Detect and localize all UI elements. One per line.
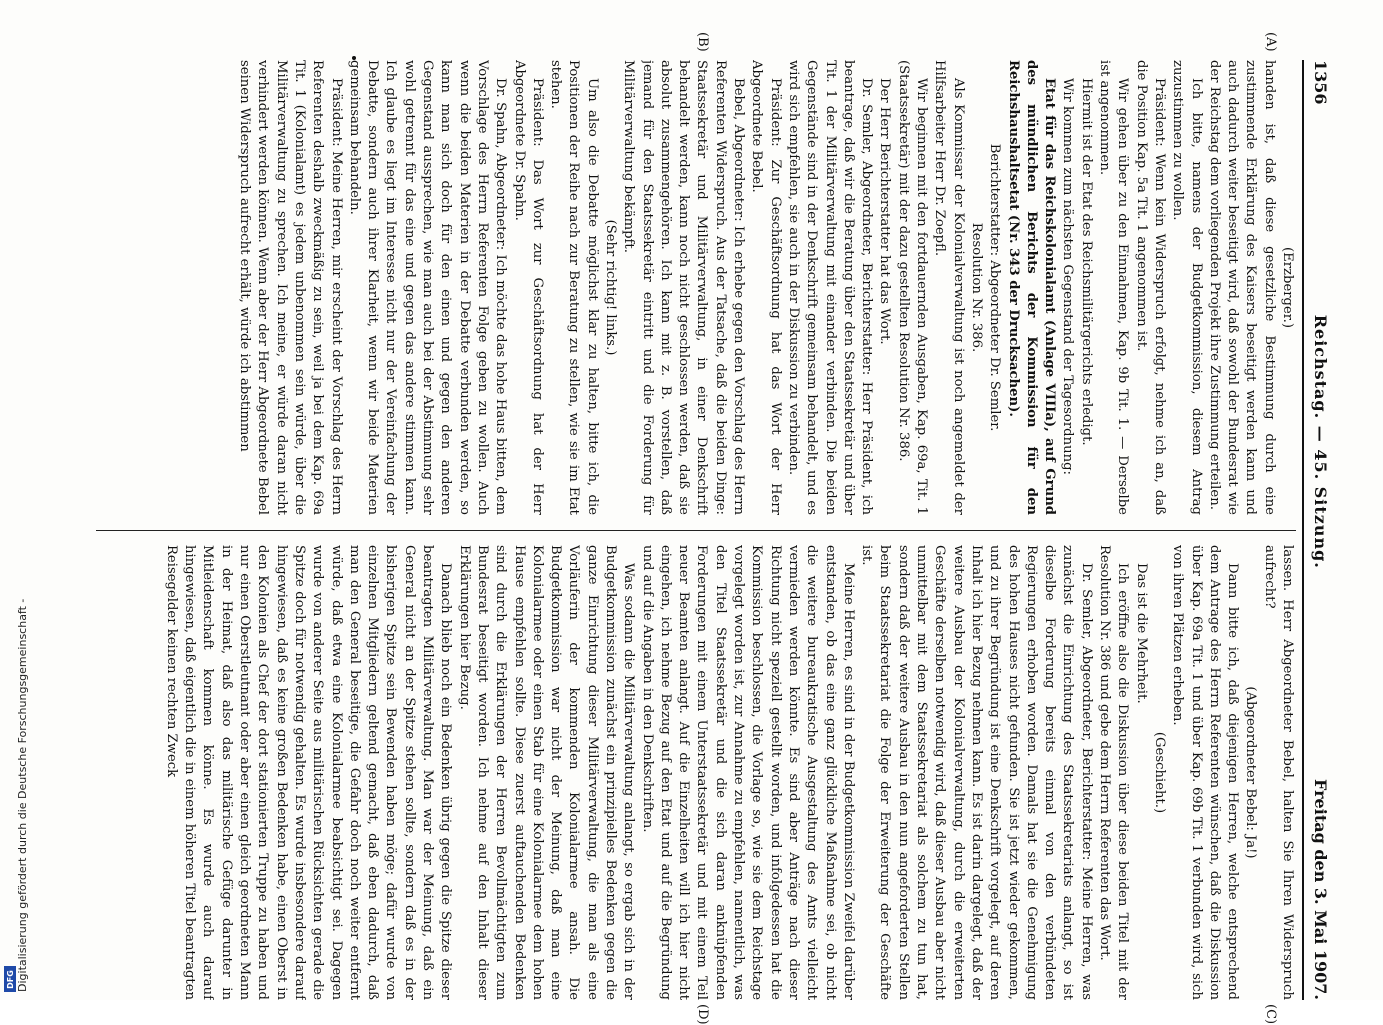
paragraph: Dr. Spahn, Abgeordneter: Ich möchte das hohe Haus bitten, dem Vorschlage des Herrn Referenten Folge geben zu wollen. Auch wenn die beiden Materien in der Debatte verbunden werden, so kann man sich doch für den einen und gegen den anderen Gegenstand aussprechen, wie man auch bei der Abstimmung sehr wohl getrennt für das eine und gegen das andere stimmen kann. Ich glaube es liegt im Interesse nicht nur der Vereinfachung der Debatte, sondern auch ihrer Klarheit, wenn wir beide Materien gemeinsam behandeln. bbox=[346, 60, 509, 515]
page-number: 1356 bbox=[1311, 60, 1330, 105]
rapporteur-line: Berichterstatter: Abgeordneter Dr. Semler. bbox=[987, 143, 1003, 432]
paragraph: Dr. Semler, Abgeordneter, Berichterstatter: Meine Herren, was zunächst die Einrichtung des Staatssekretariats anlangt, so ist dieselbe Forderung bereits einmal von den verbündeten Regierungen erhoben worden. Damals hat sie die Genehmigung des hohen Hauses nicht gefunden. Sie ist jetzt wieder gekommen, und zu ihrer Begründung ist eine Denkschrift vorgelegt, auf deren Inhalt ich hier Bezug nehmen kann. Es ist darin dargelegt, daß der weitere Ausbau der Kolonialverwaltung, durch die erweiterten Geschäfte derselben notwendig wird, daß dieser Ausbau aber nicht unmittelbar mit dem Staatssekretariat als solchem zu tun hat, sondern daß der weitere Ausbau in den nun angeforderten Stellen beim Staatssekretariat die Folge der Erweiterung der Geschäfte ist. bbox=[859, 545, 1094, 1000]
paragraph: Wir gehen über zu den Einnahmen, Kap. 9b Tit. 1. — Derselbe ist angenommen. bbox=[1097, 60, 1131, 515]
interjection: (Geschieht.) bbox=[1151, 731, 1167, 814]
left-column bbox=[96, 60, 1296, 515]
header-rule bbox=[1302, 60, 1304, 1000]
paragraph: Danach blieb noch ein Bedenken übrig gegen die Spitze dieser beantragten Militärverwaltung. Man war der Meinung, daß ein General nicht an der Spitze stehen sollte, sondern daß es in der bisherigen Spitze sein Bewenden haben möge; dafür wurde von einzelnen Mitgliedern geltend gemacht, daß eben dadurch, daß man den General beseitige, die Gefahr doch noch weiter entfernt würde, daß etwa eine Kolonialarmee beabsichtigt sei. Dagegen wurde von anderer Seite aus militärischen Rücksichten gerade die Spitze doch für notwendig gehalten. Es wurde insbesondere darauf hingewiesen, daß es keine großen Bedenken habe, einen Oberst in den Kolonien als Chef der dort stationierten Truppe zu haben und nur einen Oberstleutnant oder aber einen gleich geordneten Mann in der Heimat, daß also das militärische Gefüge darunter in Mitleidenschaft kommen könne. Es wurde auch darauf hingewiesen, daß eigentlich die in einem höheren Titel beantragten Reisegelder keinen rechten Zweck bbox=[163, 545, 454, 1000]
paragraph: Um also die Debatte möglichst klar zu halten, bitte ich, die Positionen der Reihe nach zur Beratung zu stellen, wie sie im Etat stehen. bbox=[548, 60, 600, 515]
paragraph: Meine Herren, es sind in der Budgetkommission Zweifel darüber entstanden, ob das eine ganz glückliche Maßnahme sei, ob nicht die weitere bureaukratische Ausgestaltung des Amts vielleicht vermieden werden könnte. Es sind aber Anträge nach dieser Richtung nicht speziell gestellt worden, und infolgedessen hat die Kommission beschlossen, die Vorlage so, wie sie dem Reichstage vorgelegt worden ist, zur Annahme zu empfehlen, namentlich, was den Titel Staatssekretär und die sich daran anknüpfenden Forderungen mit einem Unterstaatssekretär und mit einem Teil neuer Beamten anlangt. Auf die Einzelheiten will ich hier nicht eingehen, ich nehme Bezug auf den Etat und auf die Begründung und auf die Angaben in den Denkschriften. bbox=[639, 545, 856, 1000]
paragraph: Präsident: Meine Herren, mir erscheint der Vorschlag des Herrn Referenten deshalb zweckmäßig zu sein, weil ja bei dem Kap. 69a Tit. 1 (Kolonialamt) es jedem unbenommen sein würde, über die Militärverwaltung zu sprechen. Ich meine, er würde daran nicht verhindert werden können. Wenn aber der Herr Abgeordnete Bebel seinen Widerspruch aufrecht erhält, würde ich abstimmen bbox=[237, 60, 344, 515]
paragraph: Als Kommissar der Kolonialverwaltung ist noch angemeldet der Hilfsarbeiter Herr Dr. Zoepfl. bbox=[932, 60, 966, 515]
paragraph: Hiermit ist der Etat des Reichsmilitärgerichts erledigt. bbox=[1078, 78, 1094, 446]
paragraph: Präsident: Das Wort zur Geschäftsordnung hat der Herr Abgeordnete Dr. Spahn. bbox=[511, 60, 545, 515]
paragraph: Was sodann die Militärverwaltung anlangt, so ergab sich in der Budgetkommission zunächst ein prinzipielles Bedenken gegen die ganze Einrichtung dieser Militärverwaltung, die man als eine Vorläuferin der kommenden Kolonialarmee ansah. Die Budgetkommission war nicht der Meinung, daß man eine Kolonialarmee oder einen Stab für eine Kolonialarmee dem hohen Hause empfehlen sollte. Diese zuerst auftauchenden Bedenken sind durch die Erklärungen der Herren Bevollmächtigten zum Bundesrat beseitigt worden. Ich nehme auf den Inhalt dieser Erklärungen hier Bezug. bbox=[456, 545, 637, 1000]
paragraph: Das ist die Mehrheit. bbox=[1133, 563, 1149, 704]
paragraph: Der Herr Berichterstatter hat das Wort. bbox=[877, 78, 893, 345]
dfg-logo: DFG bbox=[4, 966, 16, 992]
paragraph: Präsident: Wenn kein Widerspruch erfolgt, nehme ich an, daß die Position Kap. 5a Tit. 1 angenommen ist. bbox=[1133, 60, 1167, 515]
interjection: (Sehr richtig! links.) bbox=[603, 219, 619, 356]
interjection: (Abgeordneter Bebel: Ja!) bbox=[1243, 686, 1259, 859]
right-column bbox=[96, 545, 1296, 1000]
margin-mark-b: (B) bbox=[695, 32, 710, 52]
margin-mark-d: (D) bbox=[695, 1004, 710, 1025]
paragraph: Präsident: Zur Geschäftsordnung hat das Wort der Herr Abgeordnete Bebel. bbox=[749, 60, 783, 515]
running-head bbox=[1308, 60, 1330, 1000]
funding-notice: Digitalisierung gefördert durch die Deutsche Forschungsgemeinschaft - bbox=[16, 598, 29, 992]
session-date: Freitag den 3. Mai 1907. bbox=[1311, 779, 1330, 1000]
speaker-tag: (Erzberger.) bbox=[1280, 246, 1295, 328]
resolution-line: Resolution Nr. 386. bbox=[968, 222, 984, 353]
paragraph: Ich bitte, namens der Budgetkommission, diesem Antrag zuzustimmen zu wollen. bbox=[1170, 60, 1204, 515]
agenda-item: Etat für das Reichskolonialamt (Anlage VIIIa), auf Grund des mündlichen Berichts der Kommission für den Reichshaushaltsetat (Nr. 343 der Drucksachen). bbox=[1005, 60, 1058, 515]
rotated-print-area bbox=[90, 32, 1330, 1025]
paragraph: Bebel, Abgeordneter: Ich erhebe gegen den Vorschlag des Herrn Referenten Widerspruch. Aus der Tatsache, daß die beiden Dinge: Staatssekretär und Militärverwaltung, in einer Denkschrift behandelt werden, kann noch nicht geschlossen werden, daß sie absolut zusammengehören. Ich kann mit z. B. vorstellen, daß jemand für den Staatssekretär eintritt und die Forderung für Militärverwaltung bekämpft. bbox=[621, 60, 747, 515]
column-divider bbox=[96, 530, 1296, 531]
paragraph: handen ist, daß diese gesetzliche Bestimmung durch eine zustimmende Erklärung des Kaisers beseitigt werden kann und auch dadurch weiter beseitigt wird, daß sowohl der Bundesrat wie der Reichstag dem vorliegenden Projekt ihre Zustimmung erteilen. bbox=[1206, 60, 1277, 515]
page-title: Reichstag. — 45. Sitzung. bbox=[1311, 314, 1330, 569]
scan-speck bbox=[352, 56, 356, 60]
paragraph: Wir beginnen mit den fortdauernden Ausgaben, Kap. 69a, Tit. 1 (Staatssekretär) mit der dazu gestellten Resolution Nr. 386. bbox=[895, 60, 930, 515]
margin-mark-a: (A) bbox=[1263, 32, 1278, 52]
margin-mark-c: (C) bbox=[1263, 1004, 1278, 1025]
paragraph: Wir kommen zum nächsten Gegenstand der Tagesordnung: bbox=[1060, 78, 1076, 475]
paragraph: lassen. Herr Abgeordneter Bebel, halten Sie Ihren Widerspruch aufrecht? bbox=[1261, 545, 1295, 1000]
paragraph: Ich eröffne also die Diskussion über diese beiden Titel mit der Resolution Nr. 386 und gebe dem Herrn Referenten das Wort. bbox=[1097, 545, 1131, 1000]
paragraph: Dann bitte ich, daß diejenigen Herren, welche entsprechend dem Antrage des Herrn Referenten wünschen, daß die Diskussion über Kap. 69a Tit. 1 und über Kap. 69b Tit. 1 verbunden wird, sich von ihren Plätzen erheben. bbox=[1170, 545, 1241, 1000]
paragraph: Dr. Semler, Abgeordneter, Berichterstatter: Herr Präsident, ich beantrage, daß wir die Beratung über den Staatssekretär und über Tit. 1 der Militärverwaltung mit einander verbinden. Die beiden Gegenstände sind in der Denkschrift gemeinsam behandelt, und es wird sich empfehlen, sie auch in der Diskussion zu verbinden. bbox=[785, 60, 875, 515]
digitization-footer bbox=[2, 0, 29, 1000]
